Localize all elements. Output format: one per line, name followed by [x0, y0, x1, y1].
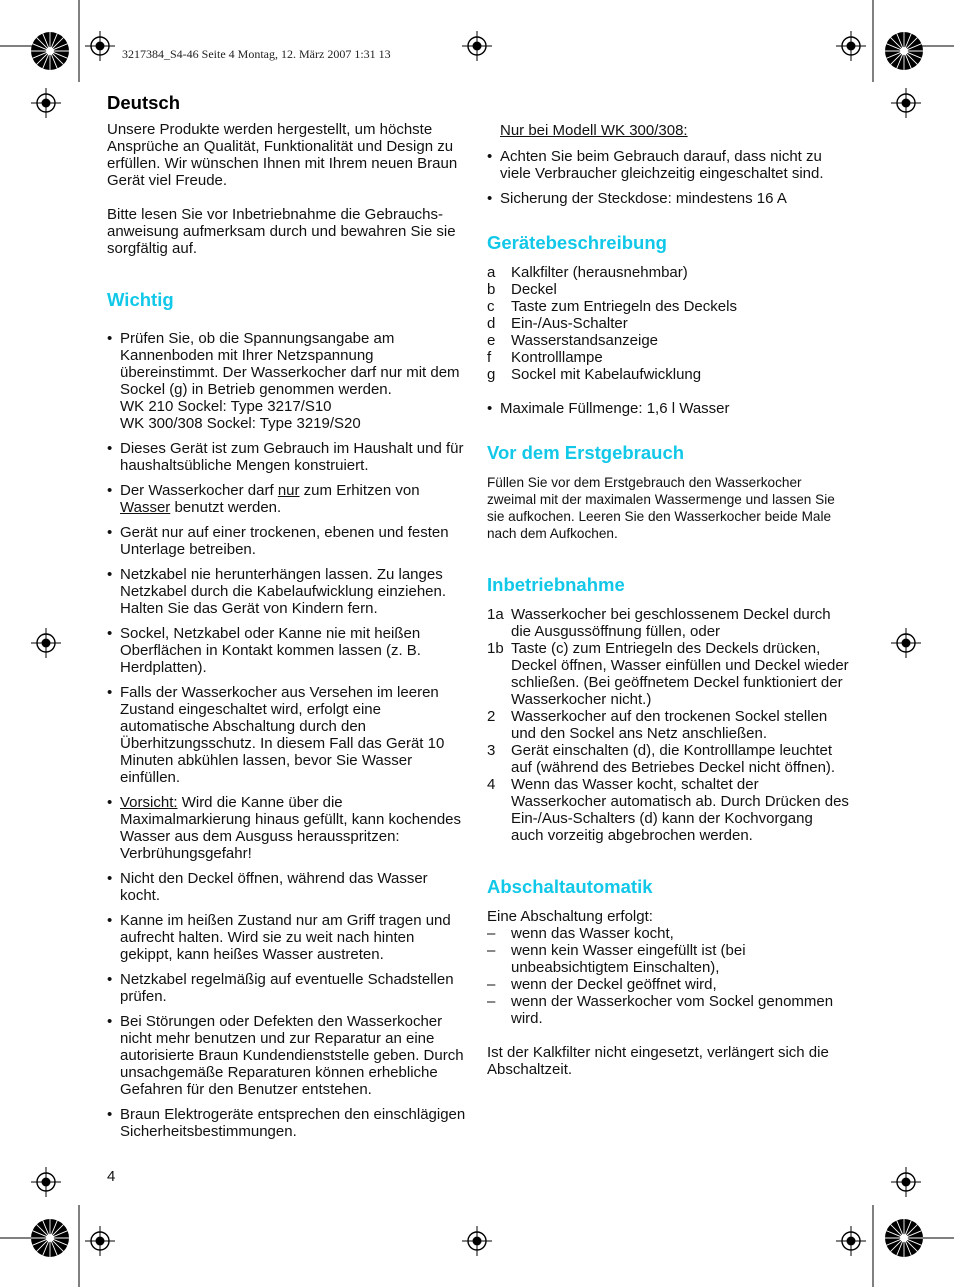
- part-item-text: Deckel: [511, 281, 557, 298]
- part-item-text: Ein-/Aus-Schalter: [511, 315, 628, 332]
- registration-mark-left-lower: [31, 1167, 61, 1197]
- part-item-key: c: [487, 298, 495, 315]
- part-item: [487, 349, 849, 366]
- condition-item-key: –: [487, 976, 496, 993]
- part-item-text: Kalkfilter (herausnehmbar): [511, 264, 688, 281]
- safety-item: [107, 330, 469, 432]
- parts-list: [487, 264, 849, 383]
- print-slug: 3217384_S4-46 Seite 4 Montag, 12. März 2007 1:31 13: [122, 47, 391, 61]
- condition-item-key: –: [487, 993, 496, 1010]
- base-type-wk210: WK 210 Sockel: Type 3217/S10: [120, 398, 332, 415]
- part-item-text: Wasserstandsanzeige: [511, 332, 659, 349]
- safety-item: [107, 482, 469, 516]
- section-heading-wichtig: Wichtig: [107, 289, 174, 310]
- section-heading-erstgebrauch: Vor dem Erstgebrauch: [487, 442, 685, 463]
- registration-mark-top-right: [836, 31, 866, 61]
- safety-item-text: Wird die Kanne über die Maximalmarkierung hinaus gefüllt, kann kochendes Wasser aus dem Ausguss herausspritzen: Verbrühungsgefahr!: [120, 794, 462, 862]
- left-column: [107, 92, 469, 1148]
- underlined-word: nur: [277, 482, 300, 499]
- steps-list: [487, 606, 849, 844]
- part-item-key: g: [487, 366, 496, 383]
- registration-mark-left-middle: [31, 628, 61, 658]
- model-note: Nur bei Modell WK 300/308:: [500, 122, 688, 139]
- part-item: [487, 281, 849, 298]
- safety-item: • Dieses Gerät ist zum Gebrauch im Haushalt und für haushaltsübliche Mengen konstruiert.: [107, 440, 469, 474]
- step-item-text: Taste (c) zum Entriegeln des Deckels drücken, Deckel öffnen, Wasser einfüllen und Deckel wieder schließen. (Bei geöffnetem Deckel funktioniert der Wasserkocher nicht.): [511, 640, 849, 708]
- registration-mark-bottom-right: [836, 1226, 866, 1256]
- part-item-text: Taste zum Entriegeln des Deckels: [511, 298, 737, 315]
- safety-item-text: • Prüfen Sie, ob die Spannungsangabe am Kannenboden mit Ihrer Netzspannung übereinstimmt. Der Wasserkocher darf nur mit dem Sockel (g) in Betrieb genommen werden.: [120, 330, 460, 398]
- condition-item-text: wenn das Wasser kocht,: [511, 925, 674, 942]
- safety-item: • Falls der Wasserkocher aus Versehen im leeren Zustand eingeschaltet wird, erfolgt eine automatische Abschaltung durch den Überhitzungsschutz. In diesem Fall das Gerät 10 Minuten abkühlen lassen, bevor Sie Wasser einfüllen.: [107, 684, 469, 786]
- part-item-text: Sockel mit Kabelaufwicklung: [511, 366, 702, 383]
- step-item: [487, 606, 849, 640]
- safety-item: • Sockel, Netzkabel oder Kanne nie mit heißen Oberflächen in Kontakt kommen lassen (z. B. Herdplatten).: [107, 625, 469, 676]
- condition-item-text: wenn der Deckel geöffnet wird,: [511, 976, 717, 993]
- section-heading-abschaltautomatik: Abschaltautomatik: [487, 876, 653, 897]
- star-target-top-right: [884, 31, 924, 71]
- shutoff-intro: Eine Abschaltung erfolgt:: [487, 908, 653, 925]
- registration-mark-top-left: [85, 31, 115, 61]
- step-item: [487, 708, 849, 742]
- star-target-bottom-right: [884, 1218, 924, 1258]
- page-number: 4: [107, 1168, 116, 1185]
- part-item: [487, 366, 849, 383]
- star-target-top-left: [30, 31, 70, 71]
- condition-item-key: –: [487, 925, 496, 942]
- condition-item: [487, 993, 849, 1027]
- model-item: • Sicherung der Steckdose: mindestens 16 A: [487, 190, 849, 207]
- safety-item-text: Der Wasserkocher darf: [120, 482, 278, 499]
- conditions-list: [487, 925, 849, 1027]
- step-item: [487, 640, 849, 708]
- language-title: Deutsch: [107, 92, 180, 113]
- safety-item: • Netzkabel nie herunterhängen lassen. Zu langes Netzkabel durch die Kabelaufwicklung einziehen. Halten Sie das Gerät von Kindern fern.: [107, 566, 469, 617]
- step-item-key: 2: [487, 708, 496, 725]
- section-heading-geraetebeschreibung: Gerätebeschreibung: [487, 232, 667, 253]
- first-use-text: Füllen Sie vor dem Erstgebrauch den Wasserkocher zweimal mit der maximalen Wassermenge und lassen Sie sie aufkochen. Leeren Sie den Wasserkocher beide Male nach dem Aufkochen.: [487, 475, 835, 541]
- safety-item: • Braun Elektrogeräte entsprechen den einschlägigen Sicherheitsbestimmungen.: [107, 1106, 469, 1140]
- step-item-text: Gerät einschalten (d), die Kontrolllampe leuchtet auf (während des Betriebes Deckel nicht öffnen).: [511, 742, 836, 776]
- part-item-key: d: [487, 315, 496, 332]
- condition-item-text: wenn der Wasserkocher vom Sockel genommen wird.: [511, 993, 834, 1027]
- safety-item: • Kanne im heißen Zustand nur am Griff tragen und aufrecht halten. Wird sie zu weit nach hinten gekippt, kann heißes Wasser austreten.: [107, 912, 469, 963]
- safety-item-text: benutzt werden.: [170, 499, 282, 516]
- step-item-key: 3: [487, 742, 496, 759]
- star-target-bottom-left: [30, 1218, 70, 1258]
- step-item-text: Wenn das Wasser kocht, schaltet der Wasserkocher automatisch ab. Durch Drücken des Ein-/Aus-Schalters (d) kann der Kochvorgang auch vorzeitig abgebrochen werden.: [511, 776, 849, 844]
- registration-mark-right-lower: [891, 1167, 921, 1197]
- underlined-word: Wasser: [120, 499, 171, 516]
- part-item-text: Kontrolllampe: [511, 349, 603, 366]
- limescale-note: Ist der Kalkfilter nicht eingesetzt, verlängert sich die Abschaltzeit.: [487, 1044, 829, 1078]
- condition-item-text: wenn kein Wasser eingefüllt ist (bei unbeabsichtigtem Einschalten),: [511, 942, 746, 976]
- intro-paragraph-2: Bitte lesen Sie vor Inbetriebnahme die Gebrauchsanweisung aufmerksam durch und bewahren Sie sie sorgfältig auf.: [107, 206, 456, 257]
- step-item-text: Wasserkocher auf den trockenen Sockel stellen und den Sockel ans Netz anschließen.: [511, 708, 828, 742]
- right-column: [487, 122, 849, 1078]
- registration-mark-bottom-center: [462, 1226, 492, 1256]
- part-item: [487, 332, 849, 349]
- part-item-key: b: [487, 281, 496, 298]
- condition-item-key: –: [487, 942, 496, 959]
- safety-item: • Gerät nur auf einer trockenen, ebenen und festen Unterlage betreiben.: [107, 524, 469, 558]
- safety-item-text: zum Erhitzen von: [299, 482, 420, 499]
- condition-item: [487, 942, 849, 976]
- safety-item: [107, 794, 469, 862]
- condition-item: [487, 976, 849, 993]
- max-fill-item: • Maximale Füllmenge: 1,6 l Wasser: [487, 400, 849, 417]
- part-item: [487, 264, 849, 281]
- registration-mark-bottom-left: [85, 1226, 115, 1256]
- safety-item: • Nicht den Deckel öffnen, während das Wasser kocht.: [107, 870, 469, 904]
- safety-item: • Netzkabel regelmäßig auf eventuelle Schadstellen prüfen.: [107, 971, 469, 1005]
- part-item-key: f: [487, 349, 492, 366]
- safety-item: • Bei Störungen oder Defekten den Wasserkocher nicht mehr benutzen und zur Reparatur an eine autorisierte Braun Kundendienststelle geben. Durch unsachgemäße Reparaturen können erhebliche Gefahren für den Benutzer entstehen.: [107, 1013, 469, 1098]
- step-item-key: 4: [487, 776, 496, 793]
- registration-mark-left-upper: [31, 88, 61, 118]
- condition-item: [487, 925, 849, 942]
- model-item: • Achten Sie beim Gebrauch darauf, dass nicht zu viele Verbraucher gleichzeitig eingeschaltet sind.: [487, 148, 849, 182]
- registration-mark-right-upper: [891, 88, 921, 118]
- step-item-key: 1a: [487, 606, 504, 623]
- section-heading-inbetriebnahme: Inbetriebnahme: [487, 574, 625, 595]
- part-item-key: a: [487, 264, 496, 281]
- part-item: [487, 315, 849, 332]
- intro-paragraph-1: Unsere Produkte werden hergestellt, um höchste Ansprüche an Qualität, Funktionalität und Design zu erfüllen. Wir wünschen Ihnen mit Ihrem neuen Braun Gerät viel Freude.: [107, 121, 458, 189]
- registration-mark-top-center: [462, 31, 492, 61]
- step-item-key: 1b: [487, 640, 504, 657]
- caution-label: Vorsicht:: [120, 794, 178, 811]
- base-type-wk300: WK 300/308 Sockel: Type 3219/S20: [120, 415, 361, 432]
- step-item: [487, 776, 849, 844]
- step-item-text: Wasserkocher bei geschlossenem Deckel durch die Ausgussöffnung füllen, oder: [511, 606, 831, 640]
- step-item: [487, 742, 849, 776]
- registration-mark-right-middle: [891, 628, 921, 658]
- part-item: [487, 298, 849, 315]
- part-item-key: e: [487, 332, 496, 349]
